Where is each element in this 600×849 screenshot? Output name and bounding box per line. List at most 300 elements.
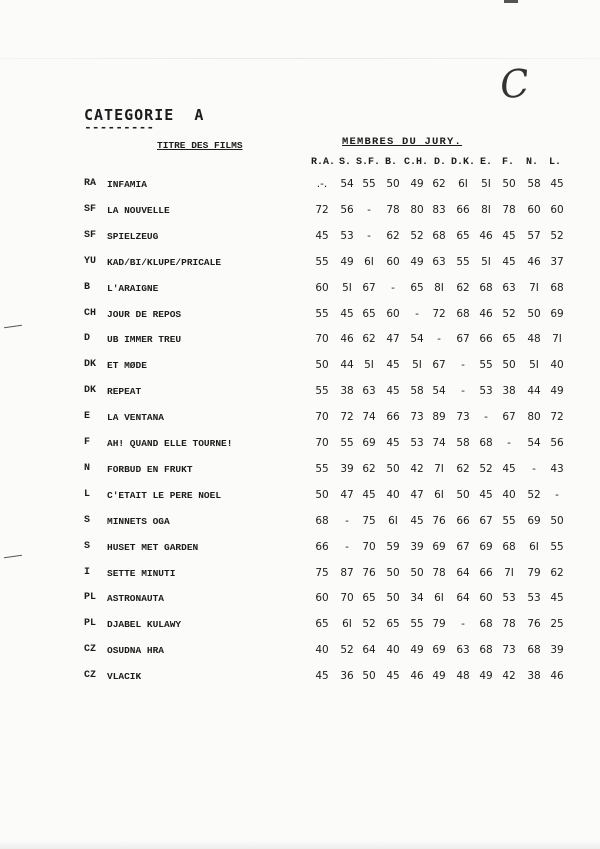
country-code: CH xyxy=(84,307,97,319)
jury-column-header: S. xyxy=(338,157,352,168)
score-cell: - xyxy=(391,281,395,294)
score-cell: 63 xyxy=(502,281,516,294)
film-title: LA VENTANA xyxy=(107,412,165,424)
country-code: L xyxy=(84,488,91,500)
score-cell: 62 xyxy=(456,281,470,294)
score-cell: 46 xyxy=(479,229,493,242)
score-cell: 52 xyxy=(362,618,376,631)
score-cell: 60 xyxy=(386,255,400,268)
score-cell: 68 xyxy=(432,229,446,242)
score-cell: 66 xyxy=(479,333,493,346)
country-code: CZ xyxy=(84,644,97,656)
score-cell: 37 xyxy=(550,255,564,268)
country-code: DK xyxy=(84,385,97,397)
score-cell: 87 xyxy=(340,566,354,579)
score-cell: 57 xyxy=(527,229,541,242)
film-title: AH! QUAND ELLE TOURNE! xyxy=(107,438,233,449)
jury-column-header: L. xyxy=(548,157,562,168)
score-cell: 55 xyxy=(456,255,470,268)
country-code: PL xyxy=(84,618,97,630)
score-cell: 68 xyxy=(456,307,470,320)
jury-column-header: S.F. xyxy=(355,157,381,168)
country-code: SF xyxy=(84,203,97,215)
film-title: ASTRONAUTA xyxy=(107,593,165,605)
score-cell: 89 xyxy=(432,411,446,424)
score-cell: 62 xyxy=(386,229,400,242)
score-cell: 45 xyxy=(502,255,516,268)
score-cell: 68 xyxy=(479,644,493,657)
score-cell: 60 xyxy=(315,281,329,294)
score-cell: 75 xyxy=(315,566,329,579)
table-row xyxy=(0,618,600,634)
score-cell: 50 xyxy=(362,670,376,683)
score-cell: 55 xyxy=(315,385,329,398)
score-cell: 40 xyxy=(386,644,400,657)
page-bottom-edge xyxy=(0,841,600,849)
score-cell: 42 xyxy=(410,462,424,475)
score-cell: 72 xyxy=(550,411,564,424)
score-cell: 60 xyxy=(527,203,541,216)
score-cell: 63 xyxy=(456,644,470,657)
table-row xyxy=(0,592,600,608)
score-cell: 8I xyxy=(481,203,491,216)
country-code: E xyxy=(84,411,91,423)
score-cell: 74 xyxy=(432,437,446,449)
score-cell: 66 xyxy=(479,566,493,579)
jury-column-header: R.A. xyxy=(310,157,336,168)
score-cell: 64 xyxy=(456,592,470,605)
corner-mark xyxy=(504,0,518,3)
table-row xyxy=(0,333,600,349)
score-cell: 7I xyxy=(529,281,539,294)
score-cell: 40 xyxy=(315,644,329,657)
score-cell: 46 xyxy=(527,255,541,268)
score-cell: 45 xyxy=(362,488,376,501)
score-cell: 40 xyxy=(386,488,400,501)
score-cell: 50 xyxy=(456,488,470,501)
score-cell: 44 xyxy=(527,385,541,398)
film-title: FORBUD EN FRUKT xyxy=(107,463,193,475)
score-cell: 50 xyxy=(550,514,564,527)
film-title: KAD/BI/KLUPE/PRICALE xyxy=(107,256,222,268)
score-cell: 47 xyxy=(340,488,354,501)
film-title: ET MØDE xyxy=(107,360,147,372)
score-cell: 72 xyxy=(432,307,446,320)
score-cell: 79 xyxy=(527,566,541,579)
score-cell: 45 xyxy=(315,229,329,242)
score-cell: 70 xyxy=(315,411,329,424)
score-cell: 65 xyxy=(315,618,329,631)
score-cell: 52 xyxy=(502,307,516,320)
table-row xyxy=(0,230,600,246)
score-cell: 55 xyxy=(315,307,329,320)
score-cell: 69 xyxy=(362,437,376,449)
score-cell: 55 xyxy=(340,437,354,449)
score-cell: 67 xyxy=(456,540,470,553)
score-cell: 52 xyxy=(340,644,354,657)
film-title: JOUR DE REPOS xyxy=(107,308,182,320)
country-code: F xyxy=(84,437,91,448)
score-cell: 52 xyxy=(550,229,564,242)
score-cell: 45 xyxy=(410,514,424,527)
country-code: DK xyxy=(84,359,97,371)
score-cell: 69 xyxy=(432,540,446,553)
score-cell: - xyxy=(367,203,371,216)
score-cell: 46 xyxy=(340,333,354,346)
film-title: INFAMIA xyxy=(107,179,147,190)
country-code: CZ xyxy=(84,670,97,682)
score-cell: 65 xyxy=(456,229,470,242)
country-code: PL xyxy=(84,592,97,604)
score-cell: 62 xyxy=(362,462,376,475)
score-cell: 64 xyxy=(362,644,376,657)
score-cell: 80 xyxy=(527,411,541,424)
film-title: OSUDNA HRA xyxy=(107,645,165,657)
score-cell: 67 xyxy=(432,359,446,372)
score-cell: 67 xyxy=(502,411,516,424)
score-cell: 38 xyxy=(340,385,354,398)
score-cell: - xyxy=(461,385,465,398)
score-cell: - xyxy=(345,540,349,553)
score-cell: 78 xyxy=(502,203,516,216)
table-row xyxy=(0,644,600,660)
score-cell: 56 xyxy=(550,437,564,449)
score-cell: 65 xyxy=(362,307,376,320)
score-cell: 6I xyxy=(342,618,352,631)
table-row xyxy=(0,359,600,375)
score-cell: 45 xyxy=(550,178,564,190)
score-cell: 40 xyxy=(550,359,564,372)
film-title: C'ETAIT LE PERE NOEL xyxy=(107,489,222,501)
score-cell: 55 xyxy=(550,540,564,553)
score-cell: 40 xyxy=(502,488,516,501)
score-cell: 54 xyxy=(340,178,354,190)
score-cell: 67 xyxy=(479,514,493,527)
score-cell: 76 xyxy=(432,514,446,527)
score-cell: 55 xyxy=(410,618,424,631)
score-cell: 50 xyxy=(410,566,424,579)
score-cell: 69 xyxy=(527,514,541,527)
score-cell: 70 xyxy=(315,437,329,449)
score-cell: 80 xyxy=(410,203,424,216)
category-underline: --------- xyxy=(84,120,155,135)
score-cell: 62 xyxy=(456,462,470,475)
scan-artifact-line xyxy=(0,58,600,59)
score-cell: 5I xyxy=(364,359,374,372)
score-cell: 68 xyxy=(502,540,516,553)
score-cell: 62 xyxy=(432,178,446,190)
film-title: UB IMMER TREU xyxy=(107,334,182,346)
score-cell: 6I xyxy=(388,514,398,527)
score-cell: 50 xyxy=(386,592,400,605)
score-cell: - xyxy=(484,411,488,424)
score-cell: 55 xyxy=(479,359,493,372)
jury-column-header: D. xyxy=(433,157,447,168)
score-cell: 5I xyxy=(342,281,352,294)
score-cell: 25 xyxy=(550,618,564,631)
score-cell: 54 xyxy=(432,385,446,398)
score-cell: 60 xyxy=(479,592,493,605)
score-cell: 65 xyxy=(502,333,516,346)
score-cell: - xyxy=(367,229,371,242)
score-cell: 44 xyxy=(340,359,354,372)
score-cell: 73 xyxy=(456,411,470,424)
score-cell: 65 xyxy=(410,281,424,294)
score-cell: 50 xyxy=(386,462,400,475)
score-cell: 50 xyxy=(502,178,516,190)
score-cell: 68 xyxy=(527,644,541,657)
table-row xyxy=(0,204,600,220)
score-cell: 52 xyxy=(410,229,424,242)
score-cell: 36 xyxy=(340,670,354,683)
score-cell: 42 xyxy=(502,670,516,683)
score-cell: 6I xyxy=(529,540,539,553)
score-cell: 69 xyxy=(432,644,446,657)
table-row xyxy=(0,541,600,557)
country-code: N xyxy=(84,462,91,474)
score-cell: 66 xyxy=(386,411,400,424)
table-row xyxy=(0,670,600,686)
table-row xyxy=(0,385,600,401)
score-cell: 53 xyxy=(479,385,493,398)
handwritten-mark: C xyxy=(497,60,532,108)
score-cell: 38 xyxy=(502,385,516,398)
score-cell: 50 xyxy=(315,488,329,501)
jury-column-header: E. xyxy=(479,157,493,168)
country-code: B xyxy=(84,281,91,293)
score-cell: 70 xyxy=(362,540,376,553)
score-cell: 60 xyxy=(550,203,564,216)
film-title: VLACIK xyxy=(107,671,142,683)
score-cell: 56 xyxy=(340,203,354,216)
score-cell: 55 xyxy=(362,178,376,190)
table-row xyxy=(0,515,600,531)
score-cell: 49 xyxy=(479,670,493,683)
score-cell: 47 xyxy=(386,333,400,346)
score-cell: 83 xyxy=(432,203,446,216)
score-cell: 45 xyxy=(386,670,400,683)
film-title: L'ARAIGNE xyxy=(107,282,159,294)
film-title: HUSET MET GARDEN xyxy=(107,541,199,553)
score-cell: - xyxy=(507,437,511,449)
score-cell: 63 xyxy=(432,255,446,268)
score-cell: 39 xyxy=(550,644,564,657)
table-row xyxy=(0,567,600,583)
film-title: REPEAT xyxy=(107,386,142,398)
score-cell: 49 xyxy=(410,644,424,657)
score-cell: .-. xyxy=(316,178,328,190)
score-cell: 6I xyxy=(364,255,374,268)
score-cell: 45 xyxy=(502,462,516,475)
score-cell: 70 xyxy=(340,592,354,605)
score-cell: 65 xyxy=(362,592,376,605)
score-cell: 55 xyxy=(315,255,329,268)
score-cell: - xyxy=(345,514,349,527)
film-title: MINNETS OGA xyxy=(107,515,170,527)
score-cell: 6I xyxy=(434,592,444,605)
score-cell: 48 xyxy=(456,670,470,683)
score-cell: 50 xyxy=(386,178,400,190)
jury-header: MEMBRES DU JURY. xyxy=(342,136,463,148)
score-cell: 7I xyxy=(434,462,444,475)
jury-column-header: C.H. xyxy=(403,157,429,168)
table-row xyxy=(0,308,600,324)
score-cell: 79 xyxy=(432,618,446,631)
country-code: D xyxy=(84,333,91,345)
score-cell: 53 xyxy=(410,437,424,449)
score-cell: 45 xyxy=(315,670,329,683)
country-code: SF xyxy=(84,229,97,241)
score-cell: 39 xyxy=(340,462,354,475)
score-cell: 52 xyxy=(479,462,493,475)
score-cell: 50 xyxy=(315,359,329,372)
score-cell: 54 xyxy=(527,437,541,449)
score-cell: 55 xyxy=(315,462,329,475)
score-cell: 5I xyxy=(412,359,422,372)
score-cell: 68 xyxy=(479,281,493,294)
score-cell: 63 xyxy=(362,385,376,398)
table-row xyxy=(0,489,600,505)
score-cell: 5I xyxy=(481,255,491,268)
jury-column-header: N. xyxy=(525,157,539,168)
score-cell: 48 xyxy=(527,333,541,346)
table-row xyxy=(0,411,600,427)
score-cell: 62 xyxy=(550,566,564,579)
score-cell: - xyxy=(415,307,419,320)
country-code: S xyxy=(84,514,91,526)
jury-column-header: B. xyxy=(384,157,398,168)
score-cell: 7I xyxy=(552,333,562,346)
jury-column-header: F. xyxy=(501,157,515,168)
film-title: SPIELZEUG xyxy=(107,230,159,242)
table-row xyxy=(0,178,600,194)
score-cell: 45 xyxy=(386,385,400,398)
table-row xyxy=(0,282,600,298)
score-cell: 6I xyxy=(434,488,444,501)
table-row xyxy=(0,463,600,479)
score-cell: 66 xyxy=(456,514,470,527)
score-cell: 68 xyxy=(315,514,329,527)
score-cell: 59 xyxy=(386,540,400,553)
score-cell: 66 xyxy=(456,203,470,216)
country-code: S xyxy=(84,540,91,552)
score-cell: 58 xyxy=(456,437,470,449)
country-code: I xyxy=(84,566,91,578)
table-row xyxy=(0,437,600,453)
score-cell: 67 xyxy=(456,333,470,346)
score-cell: 6I xyxy=(458,178,468,190)
score-cell: 49 xyxy=(550,385,564,398)
score-cell: 46 xyxy=(479,307,493,320)
score-cell: 54 xyxy=(410,333,424,346)
film-title: DJABEL KULAWY xyxy=(107,619,182,631)
score-cell: 68 xyxy=(479,618,493,631)
score-cell: 39 xyxy=(410,540,424,553)
score-cell: 72 xyxy=(340,411,354,424)
score-cell: 49 xyxy=(410,178,424,190)
score-cell: - xyxy=(532,462,536,475)
score-cell: 78 xyxy=(432,566,446,579)
score-cell: 75 xyxy=(362,514,376,527)
score-cell: 45 xyxy=(479,488,493,501)
jury-column-header: D.K. xyxy=(450,157,476,168)
score-cell: 52 xyxy=(527,488,541,501)
score-cell: 49 xyxy=(410,255,424,268)
score-cell: 58 xyxy=(527,178,541,190)
score-cell: 45 xyxy=(340,307,354,320)
score-cell: 72 xyxy=(315,203,329,216)
score-cell: - xyxy=(437,333,441,346)
score-cell: 53 xyxy=(527,592,541,605)
score-cell: 50 xyxy=(502,359,516,372)
country-code: RA xyxy=(84,178,97,189)
score-cell: 8I xyxy=(434,281,444,294)
score-cell: 43 xyxy=(550,462,564,475)
score-cell: 58 xyxy=(410,385,424,398)
score-cell: - xyxy=(555,488,559,501)
film-title: LA NOUVELLE xyxy=(107,204,170,216)
score-cell: 47 xyxy=(410,488,424,501)
score-cell: 69 xyxy=(479,540,493,553)
score-cell: - xyxy=(461,359,465,372)
score-cell: 68 xyxy=(550,281,564,294)
titles-column-header: TITRE DES FILMS xyxy=(157,140,243,151)
score-cell: 38 xyxy=(527,670,541,683)
score-cell: 50 xyxy=(527,307,541,320)
score-cell: 5I xyxy=(481,178,491,190)
score-cell: 34 xyxy=(410,592,424,605)
score-cell: 46 xyxy=(550,670,564,683)
score-cell: 69 xyxy=(550,307,564,320)
table-row xyxy=(0,256,600,272)
score-cell: 7I xyxy=(504,566,514,579)
score-cell: 45 xyxy=(550,592,564,605)
category-heading: CATEGORIE A xyxy=(84,106,205,124)
score-cell: 66 xyxy=(315,540,329,553)
score-cell: 60 xyxy=(315,592,329,605)
score-cell: - xyxy=(461,618,465,631)
score-cell: 45 xyxy=(386,437,400,449)
score-cell: 78 xyxy=(386,203,400,216)
score-cell: 65 xyxy=(386,618,400,631)
score-cell: 64 xyxy=(456,566,470,579)
score-cell: 78 xyxy=(502,618,516,631)
score-cell: 50 xyxy=(386,566,400,579)
score-cell: 73 xyxy=(502,644,516,657)
margin-tick xyxy=(4,325,22,328)
score-cell: 49 xyxy=(432,670,446,683)
score-cell: 68 xyxy=(479,437,493,449)
score-cell: 45 xyxy=(386,359,400,372)
score-cell: 67 xyxy=(362,281,376,294)
score-cell: 60 xyxy=(386,307,400,320)
score-cell: 70 xyxy=(315,333,329,346)
film-title: SETTE MINUTI xyxy=(107,567,176,579)
score-cell: 49 xyxy=(340,255,354,268)
score-cell: 53 xyxy=(340,229,354,242)
score-cell: 53 xyxy=(502,592,516,605)
score-cell: 45 xyxy=(502,229,516,242)
score-cell: 76 xyxy=(362,566,376,579)
score-cell: 74 xyxy=(362,411,376,424)
score-cell: 73 xyxy=(410,411,424,424)
score-cell: 76 xyxy=(527,618,541,631)
score-cell: 55 xyxy=(502,514,516,527)
country-code: YU xyxy=(84,255,97,267)
score-cell: 46 xyxy=(410,670,424,683)
score-cell: 5I xyxy=(529,359,539,372)
score-cell: 62 xyxy=(362,333,376,346)
